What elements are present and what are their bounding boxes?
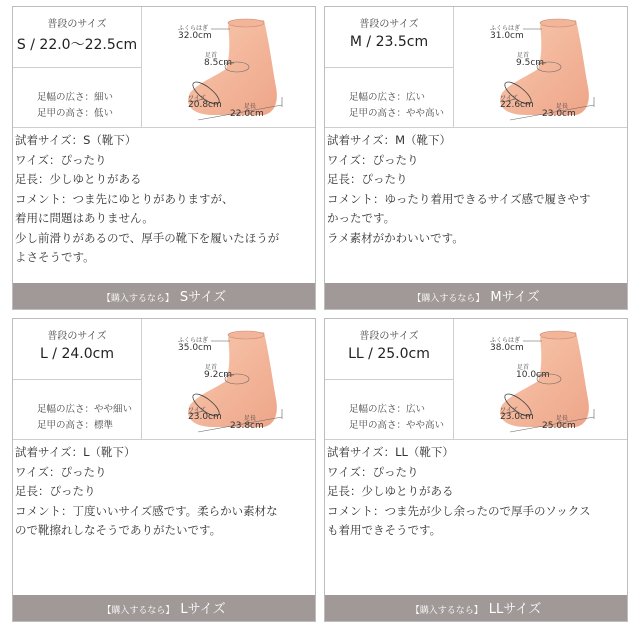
comment-line: コメント：つま先が少し余ったので厚手のソックス — [327, 503, 591, 518]
comment-line: ワイズ：ぴったり — [15, 152, 107, 167]
instep-height-text: 足甲の高さ：やや高い — [349, 108, 445, 119]
info-divider — [325, 379, 453, 380]
comment-line: 試着サイズ：S（靴下） — [15, 133, 137, 147]
info-divider — [325, 67, 453, 68]
comment-line: ワイズ：ぴったり — [327, 464, 419, 479]
ankle-value: 9.5cm — [516, 58, 545, 68]
comment-line: かったです。 — [327, 211, 396, 225]
comment-line: コメント：ゆったり着用できるサイズ感で履きやす — [327, 191, 591, 206]
recommended-size: Sサイズ — [179, 290, 227, 305]
usual-size-value: M / 23.5cm — [349, 34, 429, 50]
info-divider — [13, 379, 141, 380]
length-value: 23.8cm — [230, 421, 264, 431]
length-label: 足長 — [244, 415, 257, 422]
comment-line: 試着サイズ：L（靴下） — [15, 445, 136, 459]
wise-value: 22.6cm — [500, 100, 534, 110]
usual-size-label: 普段のサイズ — [47, 331, 107, 342]
fitting-card-4 — [324, 318, 628, 622]
recommendation-bar — [13, 595, 315, 621]
recommendation-prefix: 【購入するなら】 — [102, 606, 175, 616]
length-label: 足長 — [244, 103, 257, 110]
comment-line: 足長：少しゆとりがある — [15, 172, 142, 186]
comment-line: ので靴擦れしなそうでありがたいです。 — [15, 523, 222, 537]
comment-line: 足長：少しゆとりがある — [327, 484, 454, 498]
comment-line: コメント：丁度いいサイズ感です。柔らかい素材な — [15, 503, 278, 518]
foot-illustration — [142, 319, 315, 439]
calf-value: 32.0cm — [178, 31, 212, 41]
tester-info — [325, 319, 454, 439]
wise-value: 23.0cm — [188, 412, 222, 422]
wise-label: ワイズ — [188, 95, 206, 102]
recommended-size: Lサイズ — [180, 602, 226, 617]
measurement-panel — [13, 7, 315, 128]
calf-value: 35.0cm — [178, 343, 212, 353]
wise-label: ワイズ — [500, 407, 518, 414]
wise-label: ワイズ — [500, 95, 518, 102]
calf-label: ふくらはぎ — [178, 25, 209, 32]
comment-line: 着用に問題はありません。 — [15, 211, 154, 225]
foot-illustration — [454, 7, 627, 127]
ankle-label: 足首 — [205, 52, 218, 59]
usual-size-value: L / 24.0cm — [40, 346, 114, 362]
measurement-panel — [13, 319, 315, 440]
foot-width-text: 足幅の広さ：広い — [349, 92, 426, 103]
fitting-card-2 — [324, 6, 628, 310]
comment-line: ラメ素材がかわいいです。 — [327, 230, 464, 245]
tester-info — [13, 319, 142, 439]
comment-line: よさそうです。 — [15, 250, 95, 264]
wise-label: ワイズ — [188, 407, 206, 414]
usual-size-label: 普段のサイズ — [359, 19, 419, 30]
fitting-comments — [15, 131, 313, 268]
length-value: 22.0cm — [230, 109, 264, 119]
calf-value: 31.0cm — [490, 31, 524, 41]
instep-height-text: 足甲の高さ：低い — [37, 108, 114, 119]
wise-value: 20.8cm — [188, 100, 222, 110]
length-value: 23.0cm — [542, 109, 576, 119]
usual-size-label: 普段のサイズ — [359, 331, 419, 342]
usual-size-value: LL / 25.0cm — [348, 346, 430, 362]
recommendation-prefix: 【購入するなら】 — [101, 294, 174, 304]
ankle-value: 8.5cm — [204, 58, 233, 68]
comment-line: 少し前滑りがあるので、厚手の靴下を履いたほうが — [15, 230, 280, 245]
wise-value: 23.0cm — [500, 412, 534, 422]
fitting-card-3 — [12, 318, 316, 622]
length-label: 足長 — [556, 415, 569, 422]
recommendation-bar — [13, 283, 315, 309]
ankle-value: 10.0cm — [516, 370, 550, 380]
measurement-panel — [325, 7, 627, 128]
recommendation-prefix: 【購入するなら】 — [412, 294, 485, 304]
foot-width-text: 足幅の広さ：広い — [349, 404, 426, 415]
foot-width-text: 足幅の広さ：やや細い — [37, 404, 133, 415]
calf-value: 38.0cm — [490, 343, 524, 353]
comment-line: も着用できそうです。 — [327, 523, 442, 537]
usual-size-value: S / 22.0〜22.5cm — [16, 37, 138, 53]
comment-line: 試着サイズ：LL（靴下） — [327, 445, 454, 459]
tester-info — [13, 7, 142, 127]
recommended-size: Mサイズ — [490, 290, 540, 305]
calf-label: ふくらはぎ — [490, 25, 521, 32]
instep-height-text: 足甲の高さ：やや高い — [349, 420, 445, 431]
tester-info — [325, 7, 454, 127]
comment-line: ワイズ：ぴったり — [15, 464, 107, 479]
info-divider — [13, 67, 141, 68]
calf-label: ふくらはぎ — [178, 337, 209, 344]
fitting-comments — [15, 443, 313, 541]
calf-label: ふくらはぎ — [490, 337, 521, 344]
fitting-card-1 — [12, 6, 316, 310]
fitting-comments — [327, 131, 625, 248]
ankle-label: 足首 — [517, 52, 530, 59]
length-value: 25.0cm — [542, 421, 576, 431]
comment-line: 試着サイズ：M（靴下） — [327, 133, 452, 147]
comment-line: 足長：ぴったり — [327, 172, 408, 186]
comment-line: ワイズ：ぴったり — [327, 152, 419, 167]
ankle-label: 足首 — [205, 364, 218, 371]
foot-width-text: 足幅の広さ：細い — [37, 92, 114, 103]
ankle-value: 9.2cm — [204, 370, 233, 380]
recommended-size: LLサイズ — [488, 602, 542, 617]
recommendation-prefix: 【購入するなら】 — [410, 606, 483, 616]
ankle-label: 足首 — [517, 364, 530, 371]
fitting-comments — [327, 443, 625, 541]
foot-illustration — [142, 7, 315, 127]
foot-illustration — [454, 319, 627, 439]
length-label: 足長 — [556, 103, 569, 110]
recommendation-bar — [325, 283, 627, 309]
instep-height-text: 足甲の高さ：標準 — [37, 420, 114, 431]
usual-size-label: 普段のサイズ — [47, 19, 107, 30]
comment-line: コメント：つま先にゆとりがありますが、 — [15, 191, 234, 206]
comment-line: 足長：ぴったり — [15, 484, 96, 498]
measurement-panel — [325, 319, 627, 440]
recommendation-bar — [325, 595, 627, 621]
